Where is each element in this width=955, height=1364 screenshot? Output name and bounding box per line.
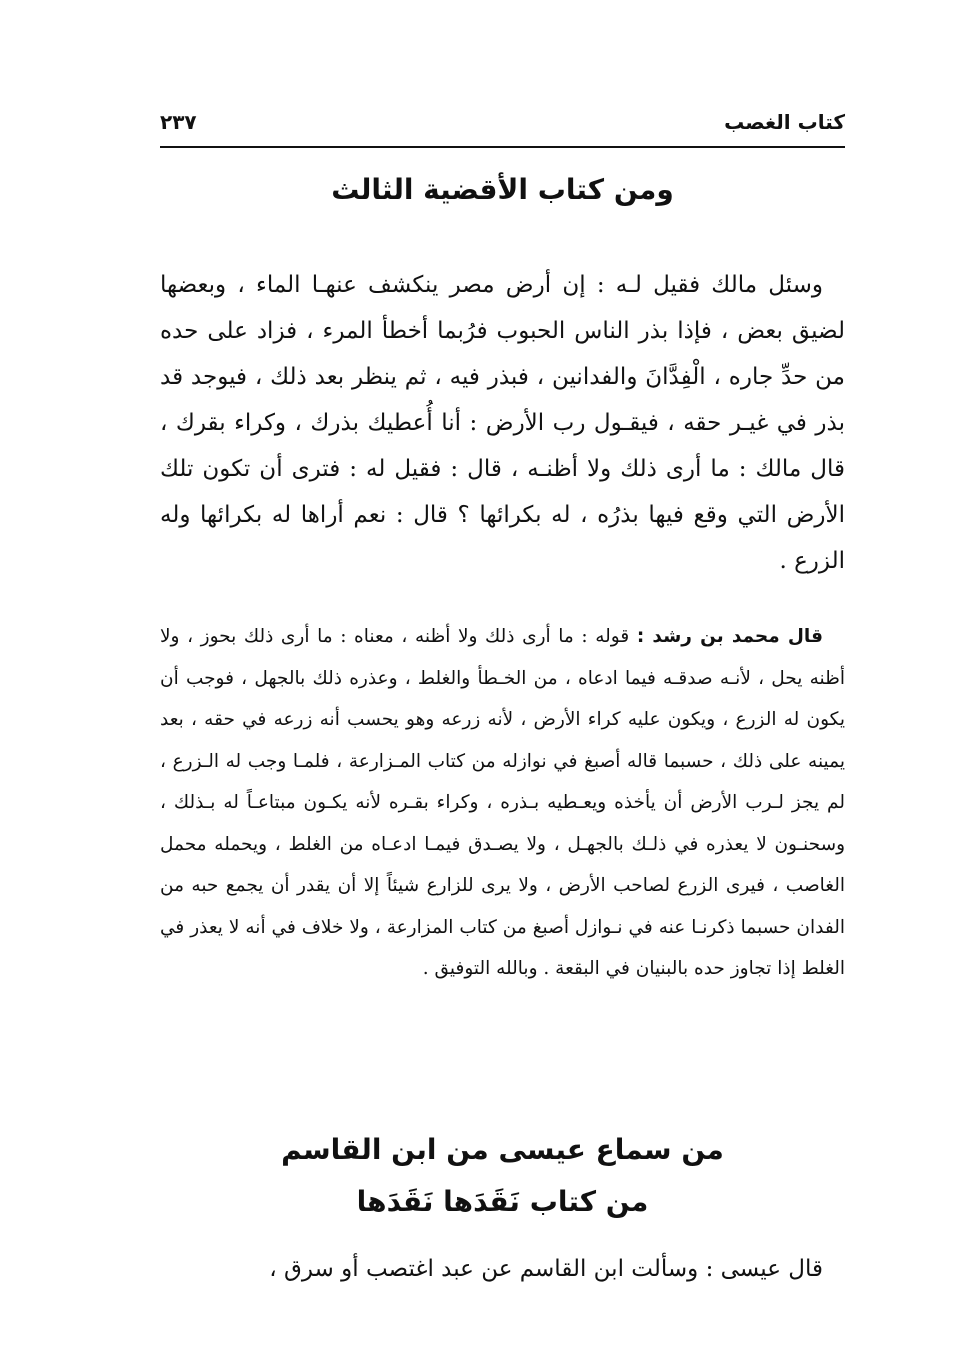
header-rule [160, 146, 845, 148]
commentary-paragraph [160, 616, 845, 990]
commentary-lead: قال محمد بن رشد : [636, 626, 823, 647]
body-paragraph [160, 262, 845, 584]
body-paragraph-2 [160, 1246, 845, 1292]
subsection-subtitle: من كتاب نَقَدَها نَقَدَها [356, 1185, 649, 1218]
paragraph-text: وسئل مالك فقيل لـه : إن أرض مصر ينكشف عنهـا الماء ، وبعضها لضيق بعض ، فإذا بذر الناس الحبوب فرُبما أخطأ المرء ، فزاد على حده من حدِّ جاره ، الْفِدَّانَ والفدانين ، فبذر فيه ، ثم ينظر بعد ذلك ، فيوجد قد بذر في غيـر حقه ، فيقـول رب الأرض : أنا أُعطيك بذرك ، وكراء بقرك ، قال مالك : ما أرى ذلك ولا أظنـه ، قال : فقيل له : فترى أن تكون تلك الأرض التي وقع فيها بذرُه ، له بكرائها ؟ قال : نعم أراها له بكرائها وله الزرع . [160, 272, 845, 574]
subsection-title: من سماع عيسى من ابن القاسم [281, 1133, 724, 1166]
book-page [160, 0, 845, 1364]
commentary-text: قوله : ما أرى ذلك ولا أظنه ، معناه : ما أرى ذلك بحوز ، ولا أظنه يحل ، لأنـه صدقـه فيما ادعاه ، من الخـطأ والغلط ، وعذره ذلك بالجهل ، فوجب أن يكون له الزرع ، ويكون عليه كراء الأرض ، لأنه زرعه وهو يحسب أنه زرعه في حقه ، بعد يمينه على ذلك ، حسبما قاله أصبغ في نوازله من كتاب المـزارعة ، فلمـا وجب له الـزرع ، لم يجز لـرب الأرض أن يأخذه ويعـطيه بـذره ، وكراء بقـره لأنه يكـون مبتاعـاً له بـذلك ، وسحنـون لا يعذره في ذلـك بالجهـل ، ولا يصـدق فيمـا ادعـاه من الغلط ، ويحمله محمل الغاصب ، فيرى الزرع لصاحب الأرض ، ولا يرى للزارع شيئاً إلا أن يقدر أن يجمع حبه من الفدان حسبما ذكرنـا عنه في نـوازل أصبغ من كتاب المزارعة ، ولا خلاف في أنه لا يعذر في الغلط إذا تجاوز حده بالبنيان في البقعة . وبالله التوفيق . [160, 626, 845, 979]
page-number: ٢٣٧ [160, 110, 197, 134]
chapter-title: كتاب الغصب [724, 110, 845, 134]
running-header [160, 102, 845, 142]
section-title: ومن كتاب الأقضية الثالث [331, 173, 674, 206]
paragraph-text-2: قال عيسى : وسألت ابن القاسم عن عبد اغتصب أو سرق ، [269, 1256, 823, 1282]
